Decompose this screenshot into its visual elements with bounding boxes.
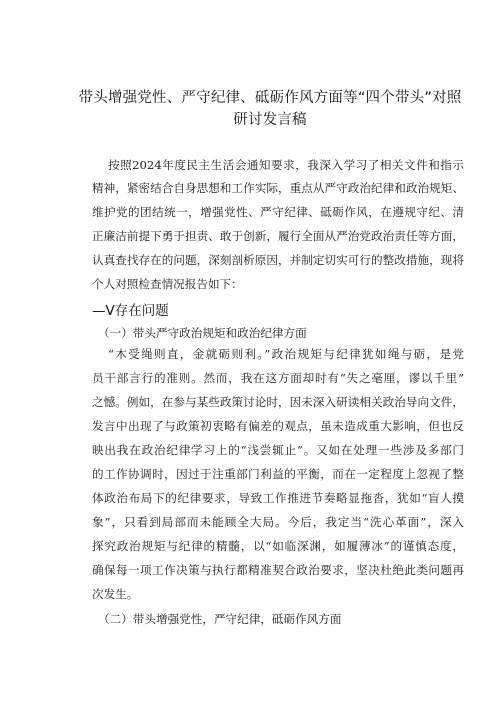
intro-line: 正廉洁前提下勇于担责、敢于创新，履行全面从严治党政治责任等方面， xyxy=(92,229,464,243)
para1-line: 确保每一项工作决策与执行都精准契合政治要求，坚决杜绝此类问题再 xyxy=(92,563,464,577)
intro-line: 按照2024年度民主生活会通知要求，我深入学习了相关文件和指示 xyxy=(108,158,464,172)
intro-line: 维护党的团结统一，增强党性、严守纪律、砥砺作风，在遵规守纪、清 xyxy=(92,205,464,219)
para1-line: 次发生。 xyxy=(92,587,139,601)
para1-line: 探究政治规矩与纪律的精髓，以“如临深渊，如履薄冰”的谨慎态度， xyxy=(92,539,464,553)
para1-line: “木受绳则直，金就砺则利。”政治规矩与纪律犹如绳与砺，是党 xyxy=(108,347,464,361)
para1-line: 象”，只看到局部而未能顾全大局。今后，我定当“洗心革面”，深入 xyxy=(92,515,464,529)
document-title-line2: 研讨发言稿 xyxy=(233,112,307,128)
intro-line: 个人对照检查情况报告如下： xyxy=(92,277,243,291)
para1-line: 体政治布局下的纪律要求，导致工作推进节奏略显拖沓，犹如“盲人摸 xyxy=(92,491,464,505)
para1-line: 映出我在政治纪律学习上的“浅尝辄止”。又如在处理一些涉及多部门 xyxy=(92,443,464,457)
para1-line: 员干部言行的准则。然而，我在这方面却时有“失之毫厘，谬以千里” xyxy=(92,371,464,385)
intro-line: 认真查找存在的问题，深刻剖析原因，并制定切实可行的整改措施，现将 xyxy=(92,253,464,267)
subheading-1: （一）带头严守政治规矩和政治纪律方面 xyxy=(98,326,307,340)
document-title-line1: 带头增强党性、严守纪律、砥砺作风方面等“四个带头”对照 xyxy=(78,90,462,106)
section-heading: —V存在问题 xyxy=(92,303,169,319)
para1-line: 发言中出现了与政策初衷略有偏差的观点，虽未造成重大影响，但也反 xyxy=(92,419,464,433)
para1-line: 之憾。例如，在参与某些政策讨论时，因未深入研读相关政治导向文件， xyxy=(92,395,464,409)
subheading-2: （二）带头增强党性，严守纪律，砥砺作风方面 xyxy=(98,612,342,626)
para1-line: 的工作协调时，因过于注重部门利益的平衡，而在一定程度上忽视了整 xyxy=(92,467,464,481)
intro-line: 精神，紧密结合自身思想和工作实际，重点从严守政治纪律和政治规矩、 xyxy=(92,181,464,195)
